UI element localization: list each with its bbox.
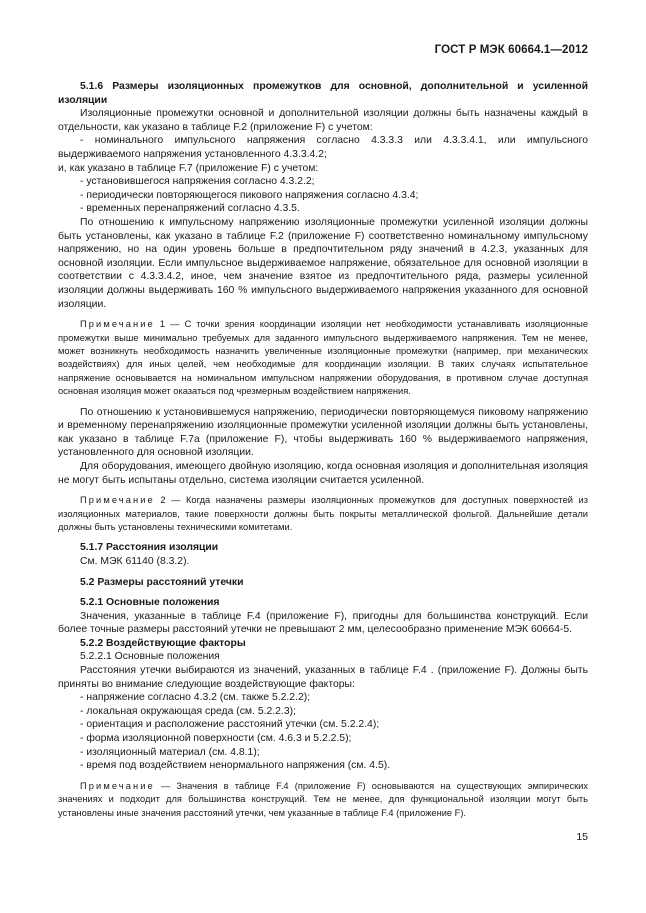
page-number: 15	[576, 831, 588, 843]
list-item: - изоляционный материал (см. 4.8.1);	[80, 746, 260, 758]
paragraph: Для оборудования, имеющего двойную изоляцию, когда основная изоляция и дополнительная изоляция не могут быть испытаны отдельно, система изоляции считается усиленной.	[58, 460, 588, 486]
heading-5-2-1: 5.2.1 Основные положения	[80, 597, 220, 609]
paragraph: Значения, указанные в таблице F.4 (приложение F), пригодны для большинства конструкций. Если более точные размеры расстояний утечки не превышают 2 мм, целесообразно применение МЭК 60664-5.	[58, 610, 588, 636]
list-item: - установившегося напряжения согласно 4.3.2.2;	[80, 176, 315, 188]
paragraph: По отношению к установившемуся напряжению, периодически повторяющемуся пиковому напряжению и временному перенапряжению изоляционные промежутки усиленной изоляции должны быть установлены, как указано в таблице F.7а (приложение F), чтобы выдерживать 160 % выдерживаемого напряжения, установленного для основной изоляции.	[58, 406, 588, 459]
list-item: - время под воздействием ненормального напряжения (см. 4.5).	[80, 760, 391, 772]
heading-5-2-2: 5.2.2 Воздействующие факторы	[80, 637, 246, 649]
note-text: 2 — Когда назначены размеры изоляционных промежутков для доступных поверхностей из изоляционных материалов, такие поверхности должны быть покрыты металлической фольгой. Дальнейшие детали должны быть установлены техническими комитетами.	[58, 495, 588, 532]
heading-5-2: 5.2 Размеры расстояний утечки	[80, 576, 244, 588]
paragraph: Изоляционные промежутки основной и дополнительной изоляции должны быть назначены каждый в отдельности, как указано в таблице F.2 (приложение F) с учетом:	[58, 108, 588, 133]
note-text: — Значения в таблице F.4 (приложение F) основываются на существующих эмпирических значениях и подходит для большинства конструкций. Тем не менее, для функциональной изоляции могут быть установлены иные значения расстояний утечки, чем указанные в таблице F.4 (приложение F).	[58, 780, 588, 818]
list-item: - номинального импульсного напряжения согласно 4.3.3.3 или 4.3.3.4.1, или импульсного выдерживаемого напряжения установленного 4.3.3.4.2;	[58, 135, 588, 160]
list-item: - локальная окружающая среда (см. 5.2.2.3);	[80, 705, 296, 717]
list-item: - временных перенапряжений согласно 4.3.5.	[80, 203, 300, 215]
heading-5-1-7: 5.1.7 Расстояния изоляции	[80, 542, 219, 554]
list-item: - форма изоляционной поверхности (см. 4.6.3 и 5.2.2.5);	[80, 733, 352, 745]
subheading-5-2-2-1: 5.2.2.1 Основные положения	[80, 651, 220, 663]
note-1	[58, 318, 588, 398]
note-label: Примечание	[80, 780, 155, 791]
list-item: - напряжение согласно 4.3.2 (см. также 5.2.2.2);	[80, 692, 311, 704]
note-label: Примечание	[80, 495, 155, 506]
list-item: - ориентация и расположение расстояний утечки (см. 5.2.2.4);	[80, 719, 380, 731]
heading-5-1-6: 5.1.6 Размеры изоляционных промежутков для основной, дополнительной и усиленной изоляции	[58, 81, 588, 106]
list-item: - периодически повторяющегося пикового напряжения согласно 4.3.4;	[80, 189, 419, 201]
paragraph: Расстояния утечки выбираются из значений, указанных в таблице F.4 . (приложение F). Должны быть приняты во внимание следующие воздействующие факторы:	[58, 665, 588, 690]
page-content	[58, 80, 588, 820]
document-id-header: ГОСТ Р МЭК 60664.1—2012	[434, 44, 588, 56]
note-3	[58, 780, 588, 820]
note-text: 1 — С точки зрения координации изоляции нет необходимости устанавливать изоляционные промежутки выше минимально требуемых для заданного импульсного выдерживаемого напряжения. Тем не менее, может возникнуть необходимость назначить увеличенные изоляционные промежутки (например, при механических воздействиях) для иных целей, чем необходимые для координации изоляции. В таких случаях испытательное напряжение основывается на номинальном импульсном напряжении оборудования, в противном случае доступная основная изоляция может оказаться под чрезмерным воздействием напряжения.	[58, 319, 588, 397]
note-2	[58, 494, 588, 534]
paragraph: По отношению к импульсному напряжению изоляционные промежутки усиленной изоляции должны быть установлены, как указано в таблице F.2 (приложение F) соответственно номинальному импульсному напряжению, но на один уровень больше в предпочтительном ряду значений в 4.2.3, указанных для основной изоляции. Если импульсное выдерживаемое напряжение, обязательное для основной изоляции в соответствии с 4.3.3.4.2, иное, чем значение взятое из предпочтительного ряда, размеры усиленной изоляции должны выдерживать 160 % импульсного выдерживаемого напряжения указанного для основной изоляции.	[58, 216, 588, 310]
paragraph: См. МЭК 61140 (8.3.2).	[80, 555, 190, 567]
paragraph: и, как указано в таблице F.7 (приложение F) с учетом:	[58, 162, 319, 174]
note-label: Примечание	[80, 319, 155, 330]
